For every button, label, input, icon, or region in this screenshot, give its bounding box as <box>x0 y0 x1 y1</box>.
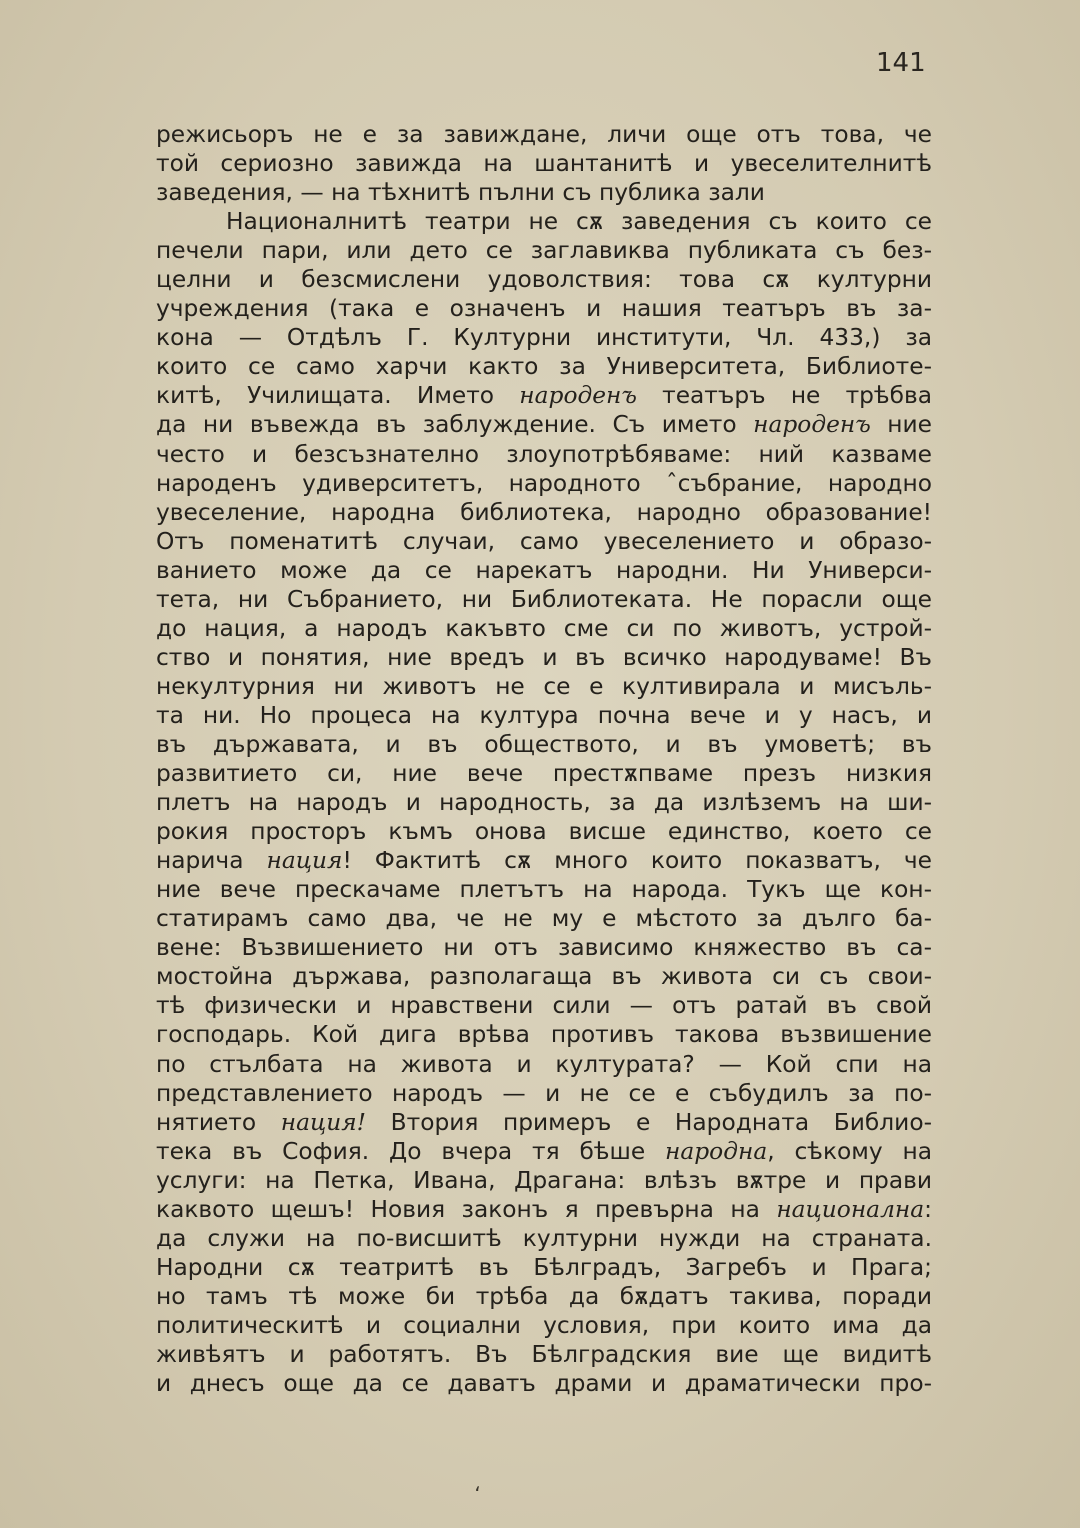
emphasized-word: народенъ <box>753 411 871 439</box>
text-line: да служи на по-висшитѣ културни нужди на страната. <box>156 1224 932 1252</box>
text-segment: нятието <box>156 1108 281 1136</box>
text-line: той сериозно завижда на шантанитѣ и увеселителнитѣ <box>156 150 932 178</box>
text-line: Народни сѫ театритѣ въ Бѣлградъ, Загребъ и Прага; <box>156 1253 932 1281</box>
text-line: услуги: на Петка, Ивана, Драгана: влѣзъ вѫтре и прави <box>156 1166 932 1194</box>
page-number: 141 <box>876 48 926 78</box>
text-line: заведения, — на тѣхнитѣ пълни съ публика зали <box>156 179 765 207</box>
text-line: Националнитѣ театри не сѫ заведения съ които се <box>226 208 932 236</box>
text-line: до нация, а народъ какъвто сме си по животъ, устрой- <box>156 614 932 642</box>
text-line: често и безсъзнателно злоупотрѣбяваме: ний казваме <box>156 440 932 468</box>
text-line: рокия просторъ къмъ онова висше единство, което се <box>156 818 932 846</box>
text-segment: каквото щешъ! Новия законъ я превърна на <box>156 1195 777 1223</box>
text-line: та ни. Но процеса на култура почна вече и у насъ, и <box>156 701 932 729</box>
text-line <box>156 846 932 875</box>
text-line: увеселение, народна библиотека, народно образование! <box>156 498 932 526</box>
text-line: Отъ поменатитѣ случаи, само увеселението и образо- <box>156 527 932 555</box>
text-line: ние вече прескачаме плетътъ на народа. Тукъ ще кон- <box>156 876 932 904</box>
text-line: но тамъ тѣ може би трѣба да бѫдатъ такива, поради <box>156 1282 932 1310</box>
text-segment: : <box>924 1195 932 1223</box>
text-segment: Втория примеръ е Народната Библио- <box>366 1108 932 1136</box>
text-line: тѣ физически и нравствени сили — отъ ратай въ свой <box>156 992 932 1020</box>
text-line: мостойна държава, разполагаща въ живота си съ свои- <box>156 963 932 991</box>
text-line: тета, ни Събранието, ни Библиотеката. Не порасли още <box>156 585 932 613</box>
text-line: политическитѣ и социални условия, при които има да <box>156 1311 932 1339</box>
text-segment: тека въ София. До вчера тя бѣше <box>156 1137 666 1165</box>
text-line: живѣятъ и работятъ. Въ Бѣлградския вие ще видитѣ <box>156 1340 932 1368</box>
text-segment: театъръ не трѣбва <box>636 382 932 410</box>
text-line: вене: Възвишението ни отъ зависимо княжество въ са- <box>156 934 932 962</box>
stray-mark: ، <box>474 1472 481 1496</box>
text-line: господарь. Кой дига врѣва противъ такова възвишение <box>156 1021 932 1049</box>
text-line <box>156 381 932 410</box>
emphasized-word: народенъ <box>519 382 637 410</box>
text-line: народенъ удиверситетъ, народното ˆсъбрание, народно <box>156 469 932 497</box>
emphasized-word: национална <box>776 1195 925 1223</box>
text-line: които се само харчи както за Университета, Библиоте- <box>156 353 932 381</box>
text-segment: , сѣкому на <box>767 1137 932 1165</box>
text-segment: да ни въвежда въ заблуждение. Съ името <box>156 411 754 439</box>
text-line: некултурния ни животъ не се е култивирала и мисъль- <box>156 672 932 700</box>
text-line: ство и понятия, ние вредъ и въ всичко народуваме! Въ <box>156 643 932 671</box>
text-line <box>156 1108 932 1137</box>
text-line: въ държавата, и въ обществото, и въ умоветѣ; въ <box>156 730 932 758</box>
text-line: развитието си, ние вече престѫпваме презъ низкия <box>156 760 932 788</box>
text-line: и днесъ още да се даватъ драми и драматически про- <box>156 1370 932 1398</box>
text-line: по стълбата на живота и културата? — Кой спи на <box>156 1050 932 1078</box>
text-line <box>156 410 932 439</box>
text-line: плетъ на народъ и народность, за да излѣземъ на ши- <box>156 789 932 817</box>
text-line: ванието може да се нарекатъ народни. Ни Универси- <box>156 556 932 584</box>
emphasized-word: нация! <box>280 1108 367 1136</box>
text-line: статирамъ само два, че не му е мѣстото за дълго ба- <box>156 905 932 933</box>
text-line <box>156 1195 932 1224</box>
emphasized-word: нация <box>266 847 343 875</box>
text-line <box>156 1137 932 1166</box>
text-line: представлението народъ — и не се е събудилъ за по- <box>156 1079 932 1107</box>
text-line: кона — Отдѣлъ Г. Културни институти, Чл. 433,) за <box>156 324 932 352</box>
text-line: печели пари, или дето се заглавиква публиката съ без- <box>156 237 932 265</box>
text-segment: китѣ, Училищата. Името <box>156 382 520 410</box>
text-segment: ! Фактитѣ сѫ много които показватъ, че <box>342 847 932 875</box>
text-segment: ние <box>870 411 932 439</box>
text-segment: нарича <box>156 847 267 875</box>
text-line: учреждения (така е означенъ и нашия театъръ въ за- <box>156 295 932 323</box>
text-line: режисьоръ не е за завиждане, личи още отъ това, че <box>156 121 932 148</box>
emphasized-word: народна <box>665 1137 768 1165</box>
body-text <box>156 120 932 1398</box>
text-line: целни и безсмислени удоволствия: това сѫ културни <box>156 266 932 294</box>
